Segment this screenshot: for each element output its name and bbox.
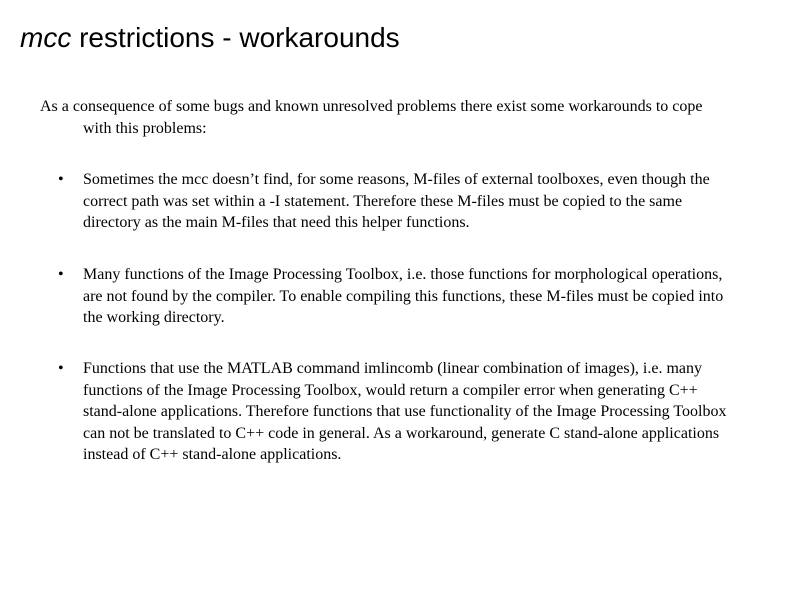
- title-rest: restrictions - workarounds: [71, 22, 400, 53]
- list-item: [58, 264, 728, 329]
- item-text: Functions that use the MATLAB command imlincomb (linear combination of images), i.e. many functions of the Image Processing Toolbox, would return a compiler error when generating C++ stand-alone applications. Therefore functions that use functionality of the Image Processing Toolbox can not be translated to C++ code in general. As a workaround, generate C stand-alone applications instead of C++ stand-alone applications.: [83, 360, 727, 463]
- slide-title: [20, 22, 400, 54]
- item-text: Sometimes the mcc doesn’t find, for some reasons, M-files of external toolboxes, even though the correct path was set within a -I statement. Therefore these M-files must be copied to the same directory as the main M-files that need this helper functions.: [83, 171, 710, 231]
- list-item: [58, 358, 728, 466]
- bullet: •: [58, 171, 64, 188]
- title-italic: mcc: [20, 22, 72, 53]
- intro-text: As a consequence of some bugs and known unresolved problems there exist some workarounds to cope with this problems:: [40, 98, 703, 137]
- list-item: [58, 169, 728, 234]
- bullet: •: [58, 266, 64, 283]
- item-text: Many functions of the Image Processing Toolbox, i.e. those functions for morphological operations, are not found by the compiler. To enable compiling this functions, these M-files must be copied into the working directory.: [83, 266, 724, 326]
- bullet: •: [58, 360, 64, 377]
